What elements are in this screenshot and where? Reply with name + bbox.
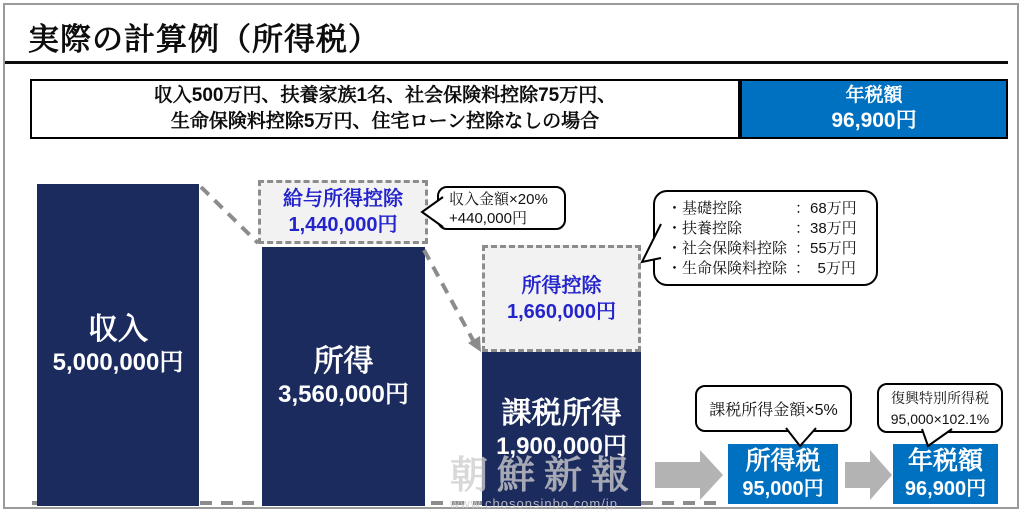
page-title: 実際の計算例（所得税） — [28, 22, 380, 57]
salary-formula-line1: 収入金額×20% — [449, 191, 548, 208]
conditions-box — [30, 79, 740, 139]
bar-shotoku-value: 3,560,000円 — [278, 380, 409, 408]
conditions-line2: 生命保険料控除5万円、住宅ローン控除なしの場合 — [170, 111, 600, 132]
income-deduction-value: 1,660,000円 — [507, 300, 616, 323]
deduction-name: ・基礎控除 — [667, 200, 743, 217]
reconstruction-line1: 復興特別所得税 — [891, 390, 989, 406]
annual-tax-result-value: 96,900円 — [904, 477, 987, 500]
income-deduction-label: 所得控除 — [521, 274, 602, 297]
deduction-row-3 — [667, 259, 876, 279]
income-tax-result-box — [728, 444, 838, 504]
deduction-name: ・扶養控除 — [667, 220, 743, 237]
deduction-name: ・社会保険料控除 — [667, 240, 788, 257]
deduction-name: ・生命保険料控除 — [667, 260, 788, 277]
conditions-line1: 収入500万円、扶養家族1名、社会保険料控除75万円、 — [153, 85, 617, 106]
salary-deduction-value: 1,440,000円 — [288, 214, 398, 236]
salary-deduction-label: 給与所得控除 — [283, 188, 403, 210]
bar-kazei-label: 課税所得 — [501, 397, 622, 430]
bar-income-value: 5,000,000円 — [52, 349, 184, 376]
watermark-name: 朝鮮新報 — [450, 455, 639, 497]
income-tax-formula-text: 課税所得金額×5% — [709, 402, 838, 419]
bar-kazei-shotoku — [482, 352, 641, 506]
income-deduction-box — [482, 245, 641, 352]
income-tax-result-label: 所得税 — [745, 446, 821, 475]
title-underline — [5, 61, 1008, 64]
deduction-breakdown-callout — [653, 190, 878, 286]
annual-tax-result-box — [893, 444, 998, 504]
income-tax-result-value: 95,000円 — [742, 477, 824, 500]
annual-tax-header-box — [740, 79, 1008, 139]
watermark-url: www.chosonsinbo.com/jp — [450, 496, 618, 511]
bar-kazei-value: 1,900,000円 — [496, 433, 627, 460]
annual-tax-header-label: 年税額 — [845, 85, 903, 106]
deduction-row-2 — [667, 239, 876, 259]
bar-income — [37, 184, 199, 506]
income-tax-formula-callout — [695, 385, 852, 432]
bar-shotoku — [262, 247, 425, 506]
reconstruction-line2: 95,000×102.1% — [890, 411, 990, 427]
bar-shotoku-label: 所得 — [313, 344, 374, 378]
deduction-value: ：55万円 — [795, 240, 857, 257]
reconstruction-tax-callout — [877, 383, 1003, 433]
deduction-value: ：38万円 — [795, 220, 857, 237]
deduction-value: ：68万円 — [795, 200, 857, 217]
salary-formula-line2: +440,000円 — [449, 210, 527, 227]
salary-formula-callout — [437, 186, 566, 230]
deduction-row-0 — [667, 199, 876, 219]
annual-tax-result-label: 年税額 — [907, 446, 983, 475]
bar-income-label: 収入 — [88, 313, 148, 346]
salary-deduction-box — [258, 180, 428, 244]
deduction-value: ： 5万円 — [795, 260, 856, 277]
annual-tax-header-value: 96,900円 — [831, 109, 917, 132]
deduction-row-1 — [667, 219, 876, 239]
